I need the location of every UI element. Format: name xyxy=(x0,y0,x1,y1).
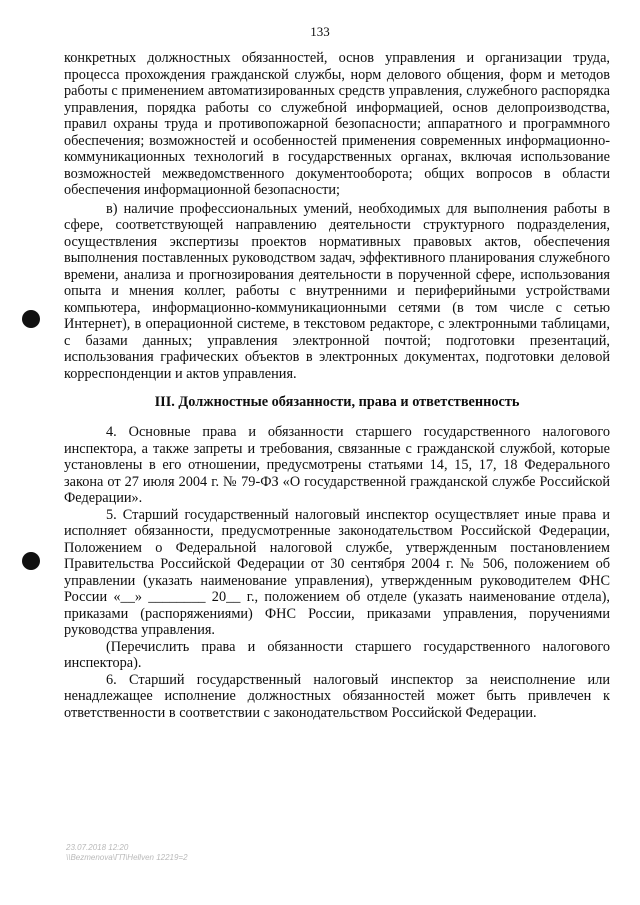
paragraph-item-6: 6. Старший государственный налоговый инспектор за неисполнение или ненадлежащее исполнение должностных обязанностей может быть привлечен к ответственности в соответствии с законодательством Российской Федерации. xyxy=(64,671,610,721)
punch-hole-mark xyxy=(22,552,40,570)
print-stamp-date: 23.07.2018 12:20 xyxy=(66,843,129,852)
document-body xyxy=(64,50,610,721)
section-heading: III. Должностные обязанности, права и ответственность xyxy=(154,394,520,410)
paragraph-item-4: 4. Основные права и обязанности старшего государственного налогового инспектора, а также запреты и требования, связанные с гражданской службой, которые установлены в его отношении, предусмотрены статьями 14, 15, 17, 18 Федерального закона от 27 июля 2004 г. № 79-ФЗ «О государственной гражданской службе Российской Федерации». xyxy=(64,424,610,506)
page-number: 133 xyxy=(310,24,330,39)
paragraph-knowledge-continued: конкретных должностных обязанностей, основ управления и организации труда, процесса прохождения гражданской службы, норм делового общения, форм и методов работы с применением автоматизированных средств управления, служебного распорядка управления, порядка работы со служебной информацией, основ делопроизводства, правил охраны труда и противопожарной безопасности; аппаратного и программного обеспечения; возможностей и особенностей применения современных информационно-коммуникационных технологий в государственных органах, включая использование возможностей межведомственного документооборота; общих вопросов в области обеспечения информационной безопасности; xyxy=(64,50,610,198)
punch-hole-mark xyxy=(22,310,40,328)
paragraph-professional-skills: в) наличие профессиональных умений, необходимых для выполнения работы в сфере, соответствующей направлению деятельности структурного подразделения, осуществления экспертизы проектов нормативных правовых актов, обеспечения выполнения поставленных руководством задач, эффективного планирования служебного времени, анализа и прогнозирования деятельности в порученной сфере, использования опыта и мнения коллег, работы с внутренними и периферийными устройствами компьютера, информационно-коммуникационными сетями (в том числе с сетью Интернет), в операционной системе, в текстовом редакторе, с электронными таблицами, с базами данных; управления электронной почтой; подготовки презентаций, использования графических объектов в электронных документах, подготовки деловой корреспонденции и актов управления. xyxy=(64,200,610,382)
print-stamp xyxy=(66,843,188,863)
paragraph-item-5: 5. Старший государственный налоговый инспектор осуществляет иные права и исполняет обязанности, предусмотренные законодательством Российской Федерации, Положением о Федеральной налоговой службе, утвержденным постановлением Правительства Российской Федерации от 30 сентября 2004 г. № 506, положением об управлении (указать наименование управления), утвержденным руководителем ФНС России «__» ________ 20__ г., положением об отделе (указать наименование отдела), приказами (распоряжениями) ФНС России, приказами управления, поручениями руководства управления. xyxy=(64,506,610,638)
print-stamp-path: \\Bezmenova\ГП\Hellven 12219=2 xyxy=(66,853,188,862)
paragraph-item-5-note: (Перечислить права и обязанности старшего государственного налогового инспектора). xyxy=(64,638,610,671)
